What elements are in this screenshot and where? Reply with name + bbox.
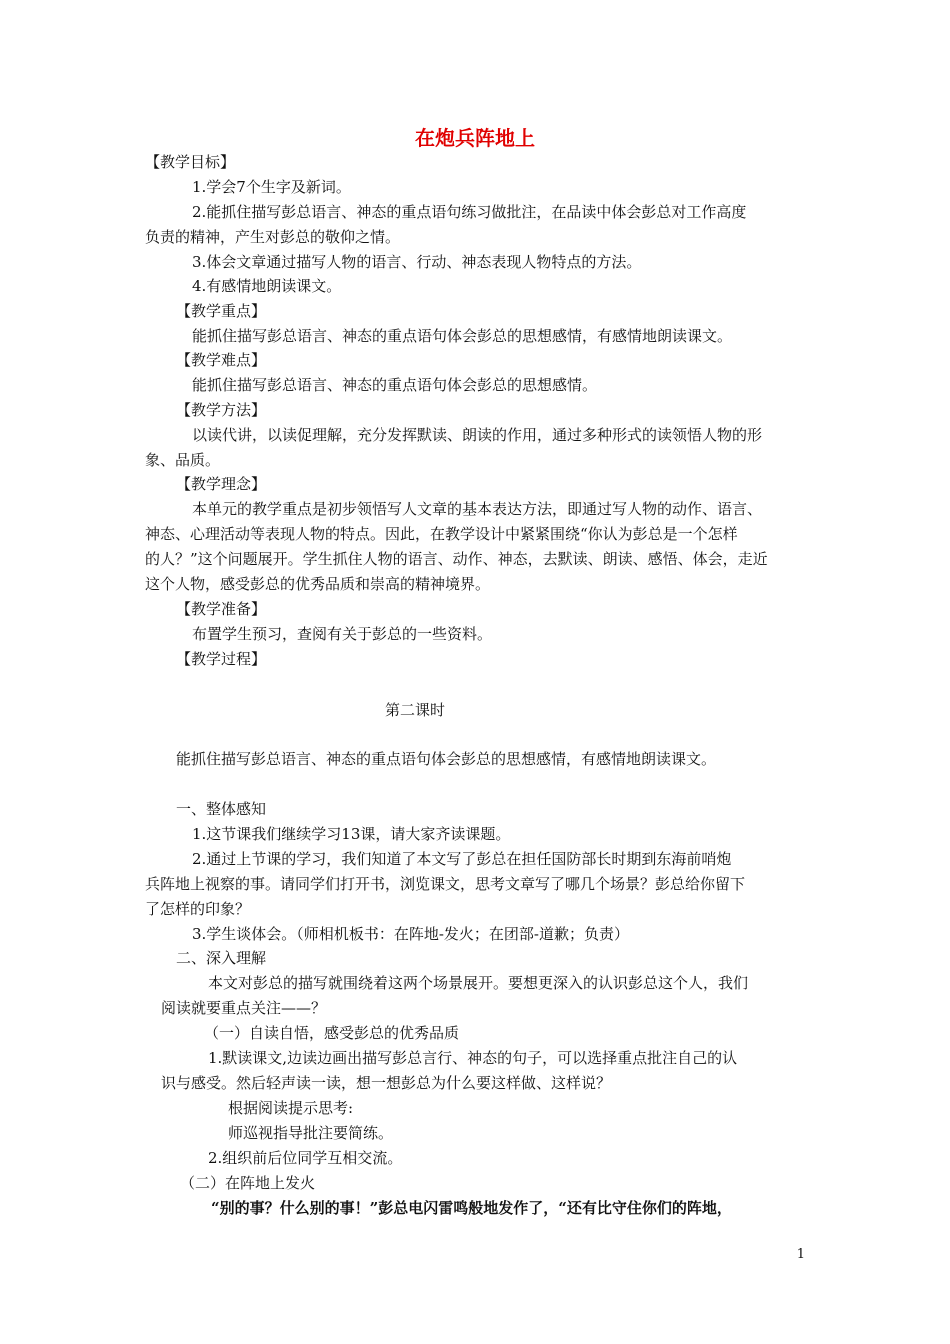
goal-2-line-2: 负责的精神，产生对彭总的敬仰之情。 xyxy=(145,228,401,246)
heading-process: 【教学过程】 xyxy=(176,650,267,668)
goal-3: 3.体会文章通过描写人物的语言、行动、神态表现人物特点的方法。 xyxy=(192,253,642,271)
philosophy-line-4: 这个人物，感受彭总的优秀品质和崇高的精神境界。 xyxy=(145,575,491,593)
quote-line: “别的事？什么别的事！”彭总电闪雷鸣般地发作了，“还有比守住你们的阵地， xyxy=(211,1199,732,1217)
heading-preparation: 【教学准备】 xyxy=(176,600,267,618)
preparation-text: 布置学生预习，查阅有关于彭总的一些资料。 xyxy=(192,625,493,643)
document-title: 在炮兵阵地上 xyxy=(415,126,535,150)
section-1-item-2-line-3: 了怎样的印象？ xyxy=(145,900,251,918)
heading-methods: 【教学方法】 xyxy=(176,401,267,419)
heading-teaching-goals: 【教学目标】 xyxy=(145,153,236,171)
part-2-heading: （二）在阵地上发火 xyxy=(180,1174,316,1192)
lesson-title: 第二课时 xyxy=(385,701,446,719)
methods-line-1: 以读代讲，以读促理解，充分发挥默读、朗读的作用，通过多种形式的读领悟人物的形 xyxy=(192,426,763,444)
section-1-item-1: 1.这节课我们继续学习13课，请大家齐读课题。 xyxy=(192,825,511,843)
part-1-hint: 根据阅读提示思考: xyxy=(228,1099,354,1117)
heading-key-points: 【教学重点】 xyxy=(176,302,267,320)
goal-2-line-1: 2.能抓住描写彭总语言、神态的重点语句练习做批注，在品读中体会彭总对工作高度 xyxy=(192,203,747,221)
heading-philosophy: 【教学理念】 xyxy=(176,475,267,493)
part-1-item-2: 2.组织前后位同学互相交流。 xyxy=(208,1149,403,1167)
section-1-item-3: 3.学生谈体会。（师相机板书：在阵地-发火；在团部-道歉；负责） xyxy=(192,925,629,943)
section-2-line-1: 本文对彭总的描写就围绕着这两个场景展开。要想更深入的认识彭总这个人，我们 xyxy=(208,974,749,992)
page-number: 1 xyxy=(796,1247,805,1262)
lesson-goal: 能抓住描写彭总语言、神态的重点语句体会彭总的思想感情，有感情地朗读课文。 xyxy=(176,750,717,768)
part-1-tour: 师巡视指导批注要简练。 xyxy=(228,1124,394,1142)
methods-line-2: 象、品质。 xyxy=(145,451,221,469)
section-1-item-2-line-2: 兵阵地上视察的事。请同学们打开书，浏览课文，思考文章写了哪几个场景？彭总给你留下 xyxy=(145,875,746,893)
key-points-text: 能抓住描写彭总语言、神态的重点语句体会彭总的思想感情，有感情地朗读课文。 xyxy=(192,327,733,345)
section-2-heading: 二、深入理解 xyxy=(176,949,267,967)
heading-difficulties: 【教学难点】 xyxy=(176,351,267,369)
philosophy-line-1: 本单元的教学重点是初步领悟写人文章的基本表达方法，即通过写人物的动作、语言、 xyxy=(192,500,763,518)
part-1-heading: （一）自读自悟，感受彭总的优秀品质 xyxy=(204,1024,460,1042)
difficulties-text: 能抓住描写彭总语言、神态的重点语句体会彭总的思想感情。 xyxy=(192,376,598,394)
section-1-item-2-line-1: 2.通过上节课的学习，我们知道了本文写了彭总在担任国防部长时期到东海前哨炮 xyxy=(192,850,732,868)
philosophy-line-2: 神态、心理活动等表现人物的特点。因此，在教学设计中紧紧围绕“你认为彭总是一个怎样 xyxy=(145,525,738,543)
section-1-heading: 一、整体感知 xyxy=(176,800,267,818)
section-2-line-2: 阅读就要重点关注——？ xyxy=(161,999,327,1017)
part-1-item-1-line-1: 1.默读课文,边读边画出描写彭总言行、神态的句子，可以选择重点批注自己的认 xyxy=(208,1049,738,1067)
goal-4: 4.有感情地朗读课文。 xyxy=(192,277,342,295)
part-1-item-1-line-2: 识与感受。然后轻声读一读，想一想彭总为什么要这样做、这样说？ xyxy=(161,1074,612,1092)
goal-1: 1.学会7个生字及新词。 xyxy=(192,178,351,196)
philosophy-line-3: 的人？”这个问题展开。学生抓住人物的语言、动作、神态，去默读、朗读、感悟、体会，走近 xyxy=(145,550,768,568)
